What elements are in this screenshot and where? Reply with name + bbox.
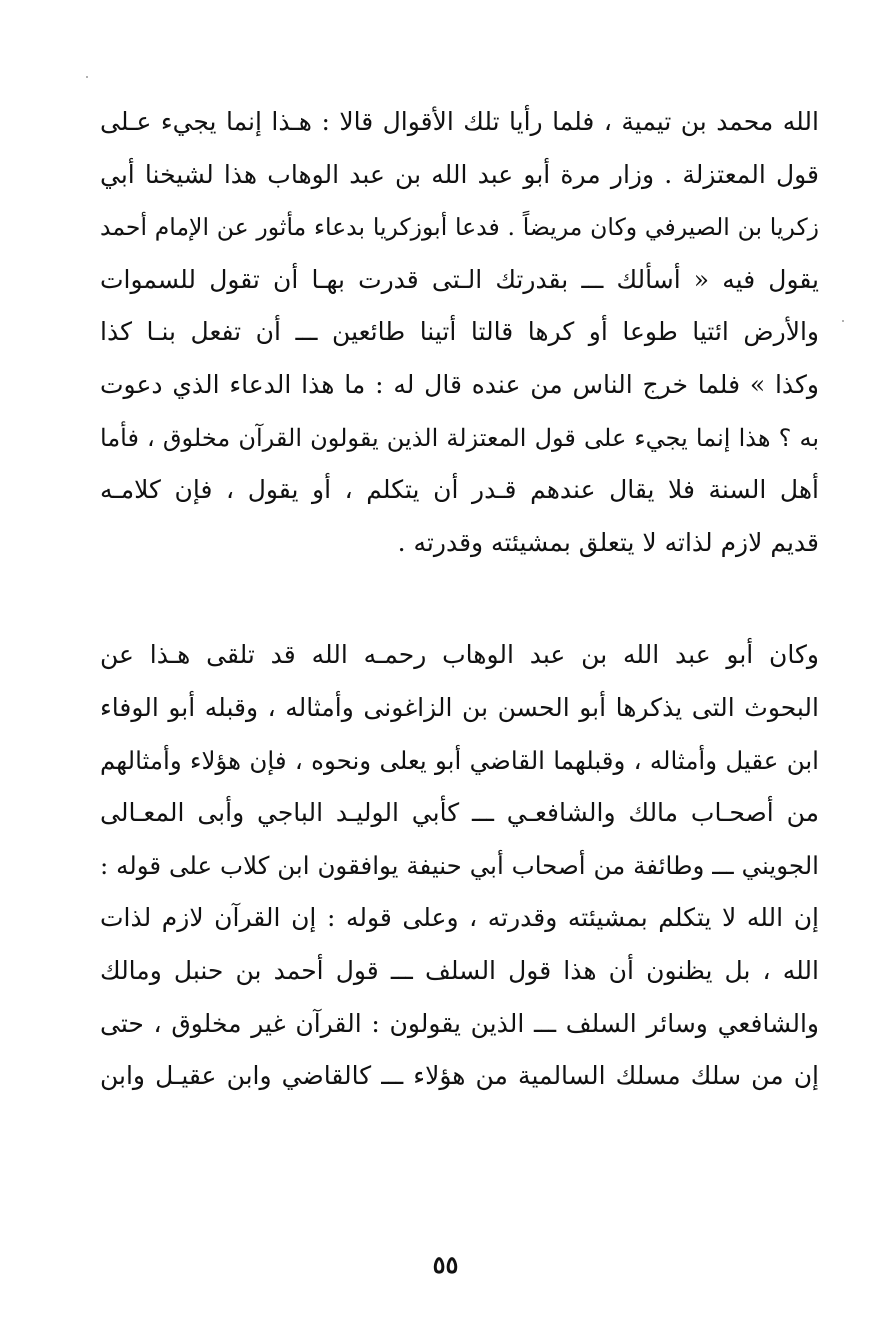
text-line: وكان أبو عبد الله بن عبد الوهاب رحمـه الله قد تلقى هـذا عن [100,640,819,670]
text-line: يقول فيه « أسألك ـــ بقدرتك الـتى قدرت بهـا أن تقول للسموات [100,264,819,294]
text-line: إن من سلك مسلك السالمية من هؤلاء ـــ كالقاضي وابن عقيـل وابن [100,1061,819,1091]
paragraph [100,96,819,569]
text-line: أهل السنة فلا يقال عندهم قـدر أن يتكلم ، أو يقول ، فإن كلامـه [100,475,819,505]
text-line: والأرض ائتيا طوعا أو كرها قالتا أتينا طائعين ـــ أن تفعل بنـا كذا [100,317,819,347]
text-line: إن الله لا يتكلم بمشيئته وقدرته ، وعلى قوله : إن القرآن لازم لذات [100,903,819,933]
text-line: الله ، بل يظنون أن هذا قول السلف ـــ قول أحمد بن حنبل ومالك [100,955,819,985]
text-line: الجويني ـــ وطائفة من أصحاب أبي حنيفة يوافقون ابن كلاب على قوله : [100,850,819,880]
text-line: الله محمد بن تيمية ، فلما رأيا تلك الأقوال قالا : هـذا إنما يجيء عـلى [100,107,819,136]
text-line: زكريا بن الصيرفي وكان مريضاً . فدعا أبوزكريا بدعاء مأثور عن الإمام أحمد [100,213,819,242]
text-line: من أصحـاب مالك والشافعـي ـــ كأبي الوليـد الباجي وأبى المعـالى [100,798,819,828]
text-line: وكذا » فلما خرج الناس من عنده قال له : ما هذا الدعاء الذي دعوت [100,369,819,399]
text-line: البحوث التى يذكرها أبو الحسن بن الزاغونى وأمثاله ، وقبله أبو الوفاء [100,692,819,722]
text-line: والشافعي وسائر السلف ـــ الذين يقولون : القرآن غير مخلوق ، حتى [100,1008,819,1038]
text-line: ابن عقيل وأمثاله ، وقبلهما القاضي أبو يعلى ونحوه ، فإن هؤلاء وأمثالهم [100,745,819,775]
text-line: قديم لازم لذاته لا يتعلق بمشيئته وقدرته . [397,527,819,557]
paragraph [100,629,819,1102]
scan-speck [86,76,88,78]
text-line: به ؟ هذا إنما يجيء على قول المعتزلة الذين يقولون القرآن مخلوق ، فأما [100,423,819,452]
page-number: ٥٥ [432,1250,459,1279]
page-body [100,96,819,1327]
text-line: قول المعتزلة . وزار مرة أبو عبد الله بن عبد الوهاب هذا لشيخنا أبي [100,159,819,189]
scan-speck [842,320,844,322]
